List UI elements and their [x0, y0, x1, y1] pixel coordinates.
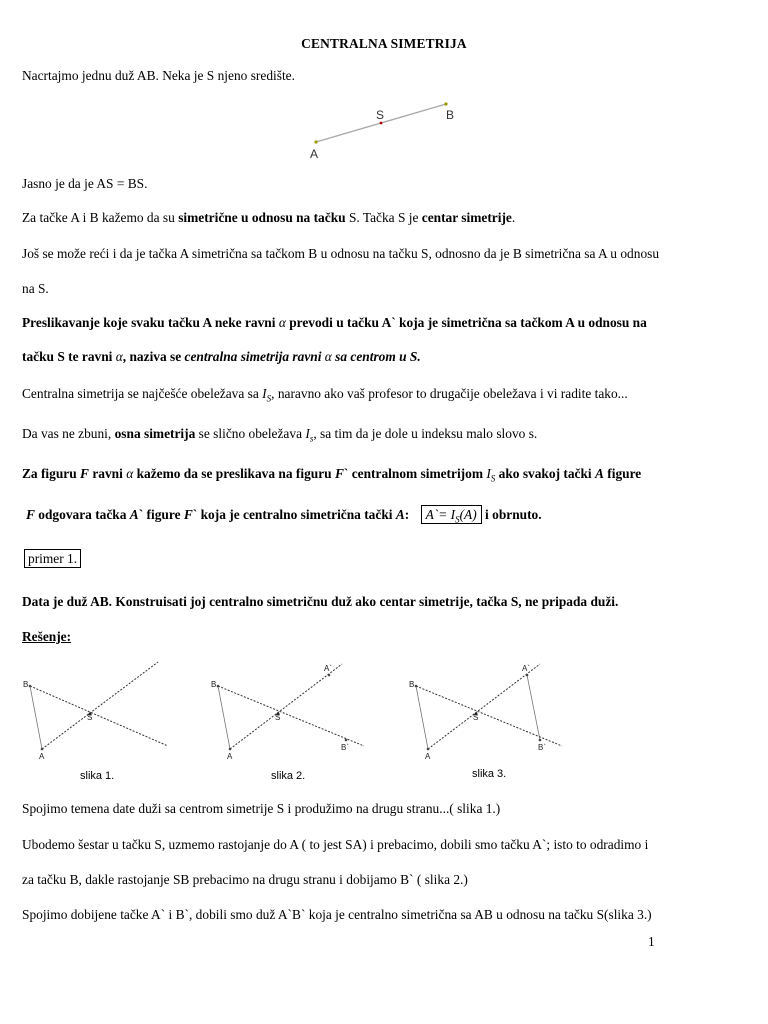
label-b: B: [23, 680, 29, 689]
label-s: S: [275, 713, 281, 722]
label-b: B: [409, 680, 415, 689]
page-title: CENTRALNA SIMETRIJA: [301, 36, 467, 51]
label-s: S: [473, 713, 479, 722]
label-b-prime: B`: [341, 743, 349, 752]
label-a-prime: A`: [324, 664, 332, 673]
page-number: 1: [648, 934, 655, 949]
figure-segment-ab: [300, 98, 470, 162]
label-b-prime: B`: [538, 743, 546, 752]
formula-box: A`= $I_S(A)$: [421, 505, 482, 524]
label-a: A: [310, 147, 319, 161]
figure-definition-line-2: F odgovara tačka A` figure F` koja je centralno simetrična tački A: A`= $I_S(A)$ i obrnuto.: [26, 507, 542, 525]
paragraph-notation: Centralna simetrija se najčešće obeležava sa $I_S$, naravno ako vaš profesor to drugačije obeležava i vi radite tako...: [22, 386, 628, 404]
paragraph-symmetric: Za tačke A i B kažemo da su simetrične u odnosu na tačku S. Tačka S je centar simetrije.: [22, 210, 516, 225]
paragraph-also-l2: na S.: [22, 281, 49, 296]
paragraph-also-l1: Još se može reći i da je tačka A simetrična sa tačkom B u odnosu na tačku S, odnosno da je B simetrična sa A u odnosu: [22, 246, 660, 261]
figure-slika-3: [404, 656, 574, 764]
example-label: primer 1.: [24, 551, 81, 567]
label-b: B: [446, 108, 455, 122]
step-3: Spojimo dobijene tačke A` i B`, dobili smo duž A`B` koja je centralno simetrična sa AB u odnosu na tačku S(slika 3.): [22, 907, 652, 922]
label-a-prime: A`: [522, 664, 530, 673]
label-s: S: [376, 108, 385, 122]
figure-slika-2: [206, 656, 376, 764]
definition-line-2: tačku S te ravni α, naziva se centralna simetrija ravni α sa centrom u S.: [22, 349, 421, 364]
step-1: Spojimo temena date duži sa centrom simetrije S i produžimo na drugu stranu...( slika 1.): [22, 801, 501, 816]
definition-line-1: Preslikavanje koje svaku tačku A neke ravni α prevodi u tačku A` koja je simetrična sa tačkom A u odnosu na: [22, 315, 647, 330]
caption-slika-3: slika 3.: [472, 768, 507, 780]
label-s: S: [87, 713, 93, 722]
label-a: A: [425, 752, 431, 761]
label-b: B: [211, 680, 217, 689]
step-2-l2: za tačku B, dakle rastojanje SB prebacimo na drugu stranu i dobijamo B` ( slika 2.): [22, 872, 468, 887]
solution-heading: Rešenje:: [22, 629, 72, 644]
label-a: A: [227, 752, 233, 761]
figure-slika-1: [18, 656, 178, 764]
paragraph-as-bs: Jasno je da je AS = BS.: [22, 176, 148, 191]
label-a: A: [39, 752, 45, 761]
caption-slika-2: slika 2.: [271, 770, 306, 782]
step-2-l1: Ubodemo šestar u tačku S, uzmemo rastojanje do A ( to jest SA) i prebacimo, dobili smo tačku A`; isto to odradimo i: [22, 837, 649, 852]
paragraph-intro: Nacrtajmo jednu duž AB. Neka je S njeno središte.: [22, 68, 295, 83]
task-text: Data je duž AB. Konstruisati joj centralno simetričnu duž ako centar simetrije, tačka S, ne pripada duži.: [22, 594, 619, 609]
caption-slika-1: slika 1.: [80, 770, 115, 782]
figure-definition-line-1: Za figuru F ravni α kažemo da se preslikava na figuru F` centralnom simetrijom $I_S$ ako svakoj tački A figure: [22, 466, 642, 484]
paragraph-axial: Da vas ne zbuni, osna simetrija se slično obeležava $I_s$, sa tim da je dole u indeksu malo slovo s.: [22, 426, 538, 444]
